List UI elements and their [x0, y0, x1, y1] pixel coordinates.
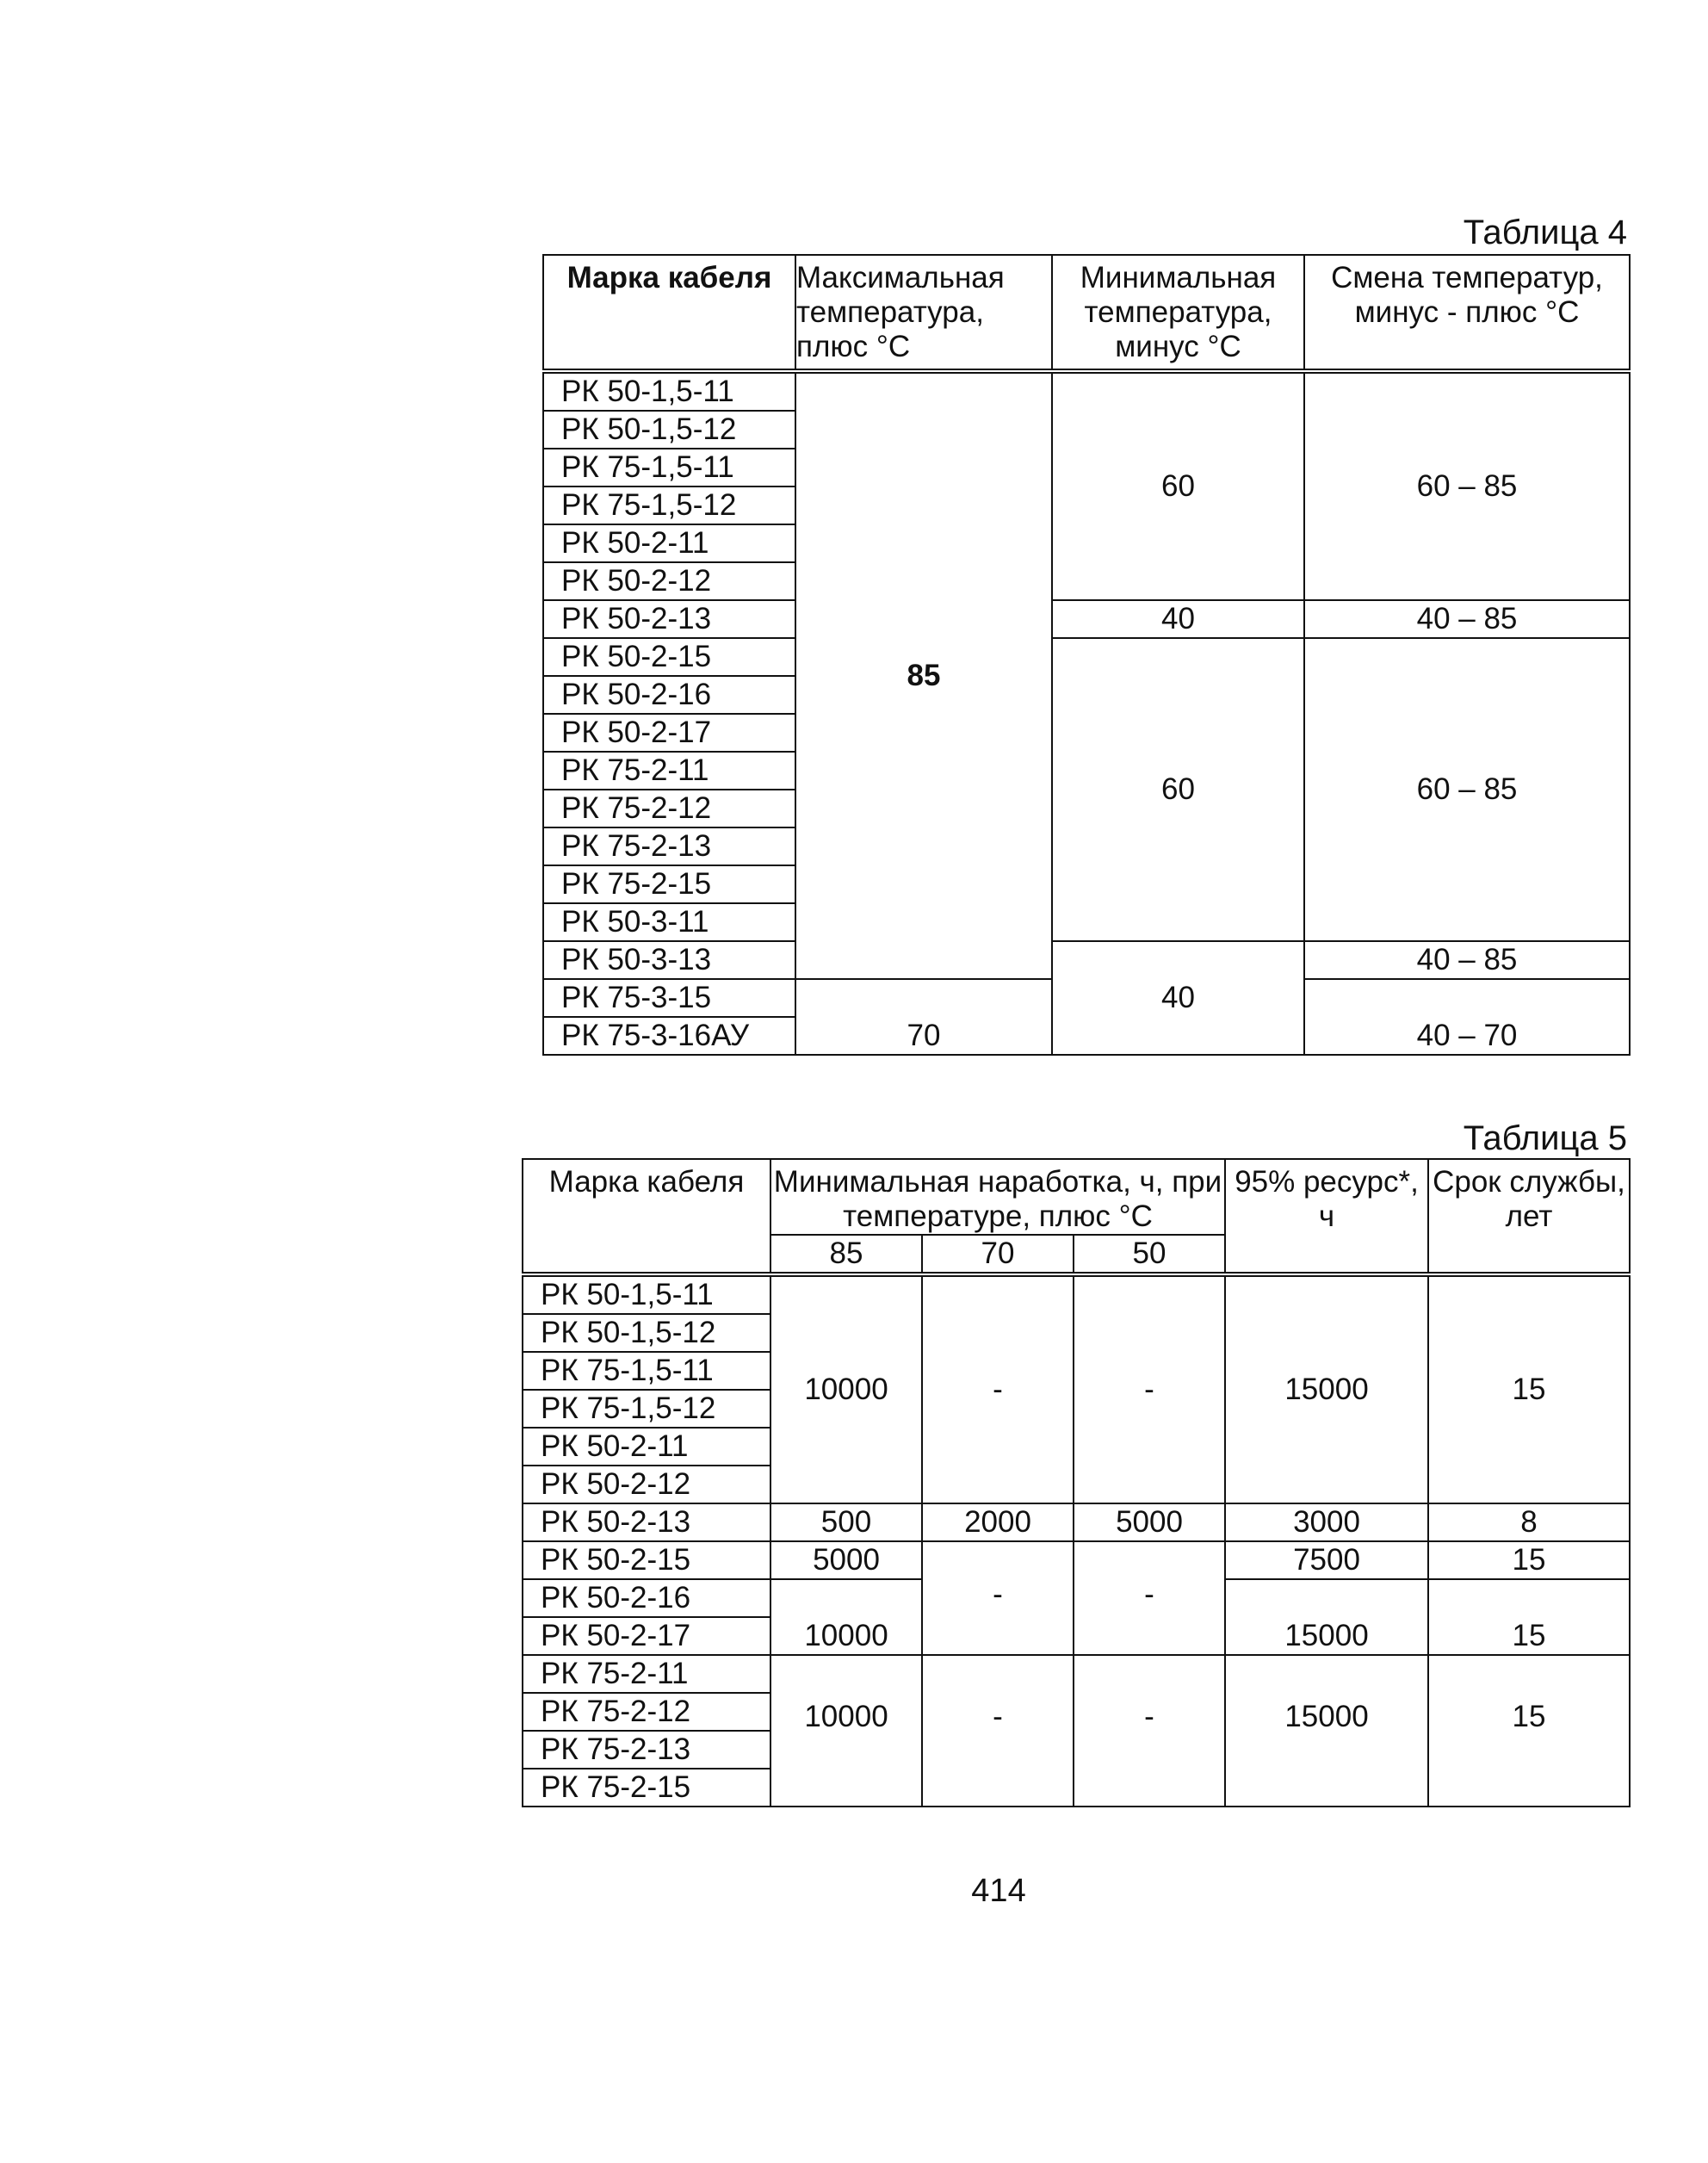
table4-mark: РК 50-2-12: [543, 562, 795, 600]
table5-g4-85: 10000: [770, 1579, 922, 1655]
table5-header-mark: Марка кабеля: [523, 1159, 770, 1274]
table4-chg-g5: 40 – 70: [1304, 979, 1630, 1055]
table5-g4-life: 15: [1428, 1579, 1630, 1655]
table4-header-temp-change: Смена температур, минус - плюс °С: [1304, 255, 1630, 371]
table4-chg-g1: 60 – 85: [1304, 371, 1630, 600]
table4-header-mark: Марка кабеля: [543, 255, 795, 371]
table4-mark: РК 50-2-13: [543, 600, 795, 638]
table4-header-max-temp: Максимальная температура, плюс °С: [795, 255, 1052, 371]
table5-g3-resource: 7500: [1225, 1541, 1428, 1579]
table4-mark: РК 75-2-13: [543, 827, 795, 865]
table4-mark: РК 75-3-16АУ: [543, 1017, 795, 1055]
table4-mark: РК 75-2-15: [543, 865, 795, 903]
table4-caption: Таблица 4: [1463, 214, 1627, 251]
table4-header-min-temp: Минимальная температура, минус °С: [1052, 255, 1304, 371]
table5-g5-resource: 15000: [1225, 1655, 1428, 1807]
table5-g1-life: 15: [1428, 1274, 1630, 1503]
table5-mark: РК 50-2-17: [523, 1617, 770, 1655]
table5-mark: РК 75-1,5-11: [523, 1352, 770, 1390]
table5-g5-life: 15: [1428, 1655, 1630, 1807]
table5-g4-resource: 15000: [1225, 1579, 1428, 1655]
table4-min-g3: 60: [1052, 638, 1304, 941]
table5-g3-life: 15: [1428, 1541, 1630, 1579]
table5-mark: РК 75-1,5-12: [523, 1390, 770, 1428]
table4-chg-g4: 40 – 85: [1304, 941, 1630, 979]
table5-g1-50: -: [1074, 1274, 1225, 1503]
table4-min-g1: 60: [1052, 371, 1304, 600]
table4-chg-g3: 60 – 85: [1304, 638, 1630, 941]
table5-mark: РК 50-2-12: [523, 1466, 770, 1503]
table4-min-g2: 40: [1052, 600, 1304, 638]
table4-mark: РК 50-1,5-12: [543, 411, 795, 449]
table5-mark: РК 75-2-13: [523, 1731, 770, 1769]
table5-g5-70: -: [922, 1655, 1074, 1807]
table4-mark: РК 75-2-12: [543, 790, 795, 827]
page-number: 414: [971, 1873, 1026, 1909]
table5-g5-85: 10000: [770, 1655, 922, 1807]
table4-max-85: 85: [795, 371, 1052, 979]
table4-mark: РК 50-3-13: [543, 941, 795, 979]
table5-g3-50: -: [1074, 1541, 1225, 1655]
table4-chg-g2: 40 – 85: [1304, 600, 1630, 638]
table5-mark: РК 50-2-15: [523, 1541, 770, 1579]
table4-min-g4: 40: [1052, 941, 1304, 1055]
table5-g2-life: 8: [1428, 1503, 1630, 1541]
table4-mark: РК 50-2-15: [543, 638, 795, 676]
table5-mark: РК 50-1,5-12: [523, 1314, 770, 1352]
table4-max-70: 70: [795, 979, 1052, 1055]
table5-g1-70: -: [922, 1274, 1074, 1503]
table5-mark: РК 75-2-15: [523, 1769, 770, 1807]
table5-g2-70: 2000: [922, 1503, 1074, 1541]
table4-mark: РК 75-2-11: [543, 752, 795, 790]
table5-header-t70: 70: [922, 1235, 1074, 1274]
table5-g2-85: 500: [770, 1503, 922, 1541]
table5-header-t50: 50: [1074, 1235, 1225, 1274]
table5-mark: РК 50-2-13: [523, 1503, 770, 1541]
table4-mark: РК 50-2-16: [543, 676, 795, 714]
table5-caption: Таблица 5: [1463, 1119, 1627, 1157]
table5-header-service: Срок службы, лет: [1428, 1159, 1630, 1274]
table5-g3-70: -: [922, 1541, 1074, 1655]
table5-g3-85: 5000: [770, 1541, 922, 1579]
table5-g2-50: 5000: [1074, 1503, 1225, 1541]
table4-mark: РК 75-1,5-11: [543, 449, 795, 487]
table4-mark: РК 50-2-11: [543, 524, 795, 562]
table5-mark: РК 50-2-11: [523, 1428, 770, 1466]
table4-mark: РК 50-1,5-11: [543, 371, 795, 411]
table5-g5-50: -: [1074, 1655, 1225, 1807]
table5: [522, 1158, 1631, 1807]
table5-header-resource: 95% ресурс*, ч: [1225, 1159, 1428, 1274]
table5-mark: РК 50-2-16: [523, 1579, 770, 1617]
table5-g2-resource: 3000: [1225, 1503, 1428, 1541]
table4: [542, 254, 1631, 1056]
table5-g1-85: 10000: [770, 1274, 922, 1503]
table4-mark: РК 50-2-17: [543, 714, 795, 752]
table5-mark: РК 50-1,5-11: [523, 1274, 770, 1314]
table5-header-min-work: Минимальная наработка, ч, при температуре, плюс °С: [770, 1159, 1225, 1235]
table5-g1-resource: 15000: [1225, 1274, 1428, 1503]
table5-mark: РК 75-2-12: [523, 1693, 770, 1731]
table5-mark: РК 75-2-11: [523, 1655, 770, 1693]
table4-mark: РК 50-3-11: [543, 903, 795, 941]
table4-mark: РК 75-1,5-12: [543, 487, 795, 524]
table5-header-t85: 85: [770, 1235, 922, 1274]
table4-mark: РК 75-3-15: [543, 979, 795, 1017]
